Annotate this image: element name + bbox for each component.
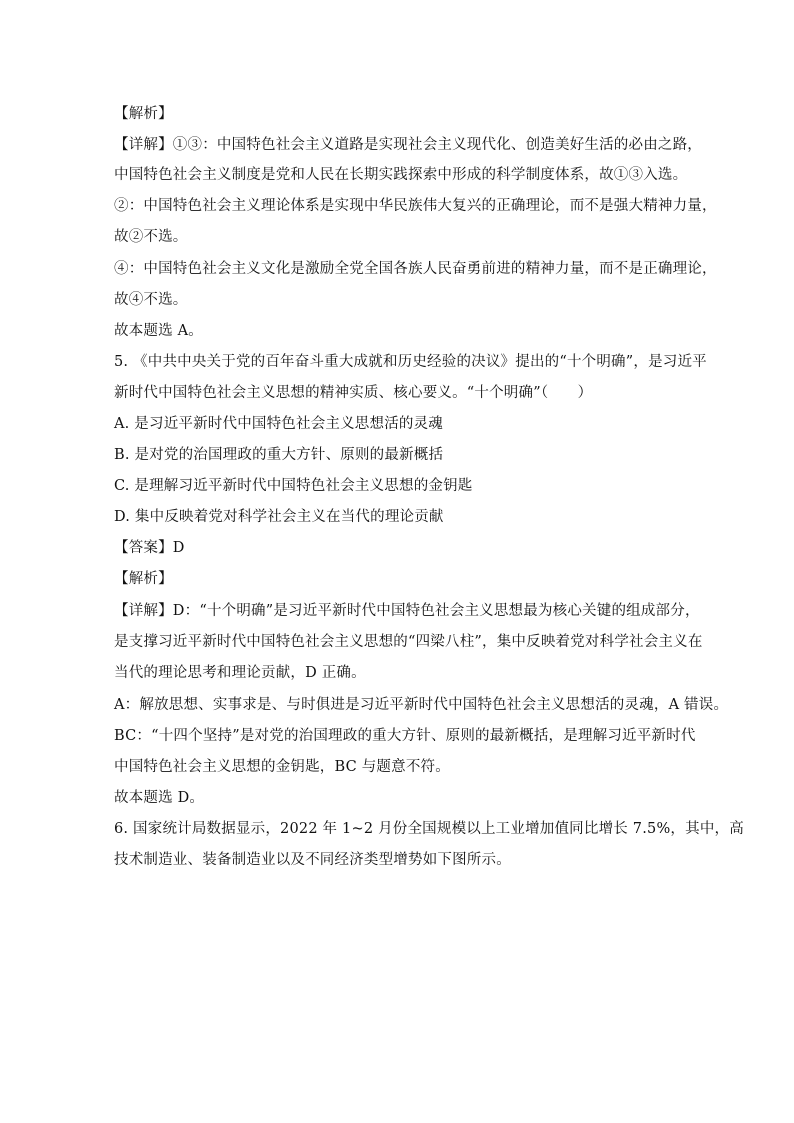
detail-paragraph-line: 【详解】①③：中国特色社会主义道路是实现社会主义现代化、创造美好生活的必由之路，: [114, 137, 702, 153]
option-b: B. 是对党的治国理政的重大方针、原则的最新概括: [114, 447, 444, 463]
question-stem-line: 新时代中国特色社会主义思想的精神实质、核心要义。“十个明确”（ ）: [114, 385, 593, 401]
analysis-heading: 【解析】: [114, 106, 173, 122]
detail-paragraph-line: 中国特色社会主义制度是党和人民在长期实践探索中形成的科学制度体系，故①③入选。: [114, 167, 688, 183]
question-stem-line: 6. 国家统计局数据显示，2022 年 1~2 月份全国规模以上工业增加值同比增长 7.5%，其中，高: [114, 821, 744, 837]
option-a: A. 是习近平新时代中国特色社会主义思想活的灵魂: [114, 416, 443, 432]
detail-paragraph-line: 故④不选。: [114, 292, 188, 308]
detail-paragraph-line: ②：中国特色社会主义理论体系是实现中华民族伟大复兴的正确理论，而不是强大精神力量，: [114, 198, 717, 214]
detail-paragraph-line: ④：中国特色社会主义文化是激励全党全国各族人民奋勇前进的精神力量，而不是正确理论，: [114, 261, 717, 277]
question-stem-line: 5. 《中共中央关于党的百年奋斗重大成就和历史经验的决议》提出的“十个明确”，是习近平: [114, 354, 707, 370]
answer-line: 【答案】D: [114, 540, 185, 556]
detail-paragraph-line: 【详解】D：“十个明确”是习近平新时代中国特色社会主义思想最为核心关键的组成部分，: [114, 603, 700, 619]
detail-paragraph-line: BC：“十四个坚持”是对党的治国理政的重大方针、原则的最新概括，是理解习近平新时代: [114, 728, 696, 744]
detail-paragraph-line: A：解放思想、实事求是、与时俱进是习近平新时代中国特色社会主义思想活的灵魂，A 错误。: [114, 697, 729, 713]
option-c: C. 是理解习近平新时代中国特色社会主义思想的金钥匙: [114, 478, 473, 494]
conclusion-line: 故本题选 A。: [114, 323, 203, 339]
detail-paragraph-line: 当代的理论思考和理论贡献，D 正确。: [114, 665, 366, 681]
detail-paragraph-line: 是支撑习近平新时代中国特色社会主义思想的“四梁八柱”，集中反映着党对科学社会主义在: [114, 634, 703, 650]
option-d: D. 集中反映着党对科学社会主义在当代的理论贡献: [114, 509, 444, 525]
detail-paragraph-line: 中国特色社会主义思想的金钥匙，BC 与题意不符。: [114, 759, 450, 775]
detail-paragraph-line: 故②不选。: [114, 229, 188, 245]
conclusion-line: 故本题选 D。: [114, 790, 205, 806]
question-stem-line: 技术制造业、装备制造业以及不同经济类型增势如下图所示。: [114, 852, 511, 868]
analysis-heading: 【解析】: [114, 571, 173, 587]
